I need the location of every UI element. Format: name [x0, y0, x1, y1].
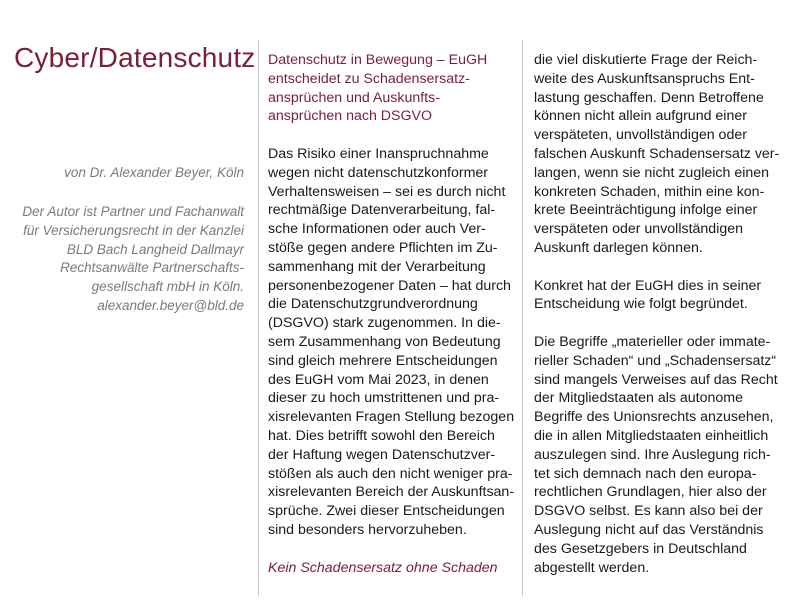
body-line: dieser zu hoch umstrittenen und pra-: [268, 390, 500, 407]
body-line: DSGVO selbst. Es kann also bei der: [534, 503, 763, 520]
author-byline: von Dr. Alexander Beyer, Köln: [64, 165, 244, 180]
body-line: sind mangels Verweises auf das Recht: [534, 371, 778, 388]
section-title: Cyber/Datenschutz: [14, 42, 256, 73]
author-bio-line: BLD Bach Langheid Dallmayr: [66, 241, 244, 257]
body-line: wegen nicht datenschutzkonformer: [268, 164, 489, 181]
body-paragraph: [534, 333, 784, 577]
paragraph-gap: [534, 258, 784, 277]
body-line: verspäteten, unvollständigen oder: [534, 127, 747, 144]
body-line: Auskunft darlegen können.: [534, 239, 703, 256]
body-line: tet sich demnach nach den europa-: [534, 465, 757, 482]
author-bio-line: für Versicherungsrecht in der Kanzlei: [23, 222, 244, 238]
body-line: rechtlichen Grundlagen, hier also der: [534, 484, 767, 501]
body-line: falschen Auskunft Schadensersatz ver-: [534, 145, 780, 162]
body-line: personenbezogener Daten – hat durch: [268, 277, 511, 294]
body-line: auszulegen sind. Ihre Auslegung rich-: [534, 446, 771, 463]
body-paragraph: [534, 51, 784, 258]
body-line: abgestellt werden.: [534, 559, 650, 576]
column-divider-right: [522, 40, 523, 596]
column-divider-left: [258, 40, 259, 596]
author-bio-line: gesellschaft mbH in Köln.: [91, 279, 244, 295]
body-line: sammenhang mit der Verarbeitung: [268, 258, 486, 275]
body-line: Entscheidung wie folgt begründet.: [534, 296, 748, 313]
paragraph-gap: [534, 314, 784, 333]
body-line: rieller Schaden“ und „Schadensersatz“: [534, 352, 777, 369]
body-line: die viel diskutierte Frage der Reich-: [534, 52, 758, 68]
body-line: xisrelevanten Bereich der Auskunftsan-: [268, 484, 515, 501]
article-column-middle: [268, 51, 514, 577]
author-bio-line: Rechtsanwälte Partnerschafts-: [60, 260, 244, 276]
body-line: sind besonders hervorzuheben.: [268, 521, 467, 538]
body-line: sche Informationen oder auch Ver-: [268, 221, 486, 238]
body-line: die Datenschutzgrundverordnung: [268, 296, 478, 313]
body-line: Die Begriffe „materieller oder immate-: [534, 333, 771, 350]
article-subheading: Kein Schadensersatz ohne Schaden: [268, 559, 498, 576]
intro-paragraph: [268, 145, 514, 540]
body-line: Auslegung nicht auf das Verständnis: [534, 521, 764, 538]
body-line: weite des Auskunftsanspruchs Ent-: [534, 70, 755, 87]
body-line: des Gesetzgebers in Deutschland: [534, 540, 747, 557]
body-line: Begriffe des Unionsrechts anzusehen,: [534, 409, 774, 426]
paragraph-gap: [268, 540, 514, 559]
body-line: verspäteten oder unvollständigen: [534, 221, 744, 238]
body-line: sind gleich mehrere Entscheidungen: [268, 352, 498, 369]
article-heading-line: ansprüchen und Auskunfts-: [268, 89, 440, 106]
body-line: (DSGVO) stark zugenommen. In die-: [268, 315, 501, 332]
body-line: langen, wenn sie nicht zugleich einen: [534, 164, 770, 181]
article-heading: [268, 51, 514, 126]
author-email-link[interactable]: alexander.beyer@bld.de: [97, 297, 244, 313]
body-line: sem Zusammenhang von Bedeutung: [268, 333, 501, 350]
body-line: konkreten Schaden, mithin eine kon-: [534, 183, 765, 200]
body-line: stößen als auch den nicht weniger pra-: [268, 465, 513, 482]
paragraph-gap: [268, 126, 514, 145]
body-line: der Haftung wegen Datenschutzver-: [268, 446, 496, 463]
body-line: Das Risiko einer Inanspruchnahme: [268, 145, 489, 162]
body-line: können nicht allein aufgrund einer: [534, 108, 747, 125]
article-heading-line: ansprüchen nach DSGVO: [268, 108, 433, 125]
body-line: lastung geschaffen. Denn Betroffene: [534, 89, 764, 106]
body-line: der Mitgliedstaaten als autonome: [534, 390, 743, 407]
body-line: sprüche. Zwei dieser Entscheidungen: [268, 503, 505, 520]
body-line: stöße gegen andere Pflichten im Zu-: [268, 239, 498, 256]
body-line: hat. Dies betrifft sowohl den Bereich: [268, 427, 495, 444]
body-line: xisrelevanten Fragen Stellung bezogen: [268, 409, 515, 426]
author-bio: [4, 203, 244, 316]
body-paragraph: [534, 277, 784, 315]
article-column-right: [534, 51, 784, 577]
body-line: die in allen Mitgliedstaaten einheitlich: [534, 427, 769, 444]
article-heading-line: Datenschutz in Bewegung – EuGH: [268, 52, 488, 68]
body-line: des EuGH vom Mai 2023, in denen: [268, 371, 489, 388]
body-line: rechtmäßige Datenverarbeitung, fal-: [268, 202, 496, 219]
article-heading-line: entscheidet zu Schadensersatz-: [268, 70, 470, 87]
body-line: Konkret hat der EuGH dies in seiner: [534, 277, 762, 294]
body-line: Verhaltensweisen – sei es durch nicht: [268, 183, 506, 200]
author-bio-line: Der Autor ist Partner und Fachanwalt: [22, 204, 244, 219]
body-line: krete Beeinträchtigung infolge einer: [534, 202, 758, 219]
